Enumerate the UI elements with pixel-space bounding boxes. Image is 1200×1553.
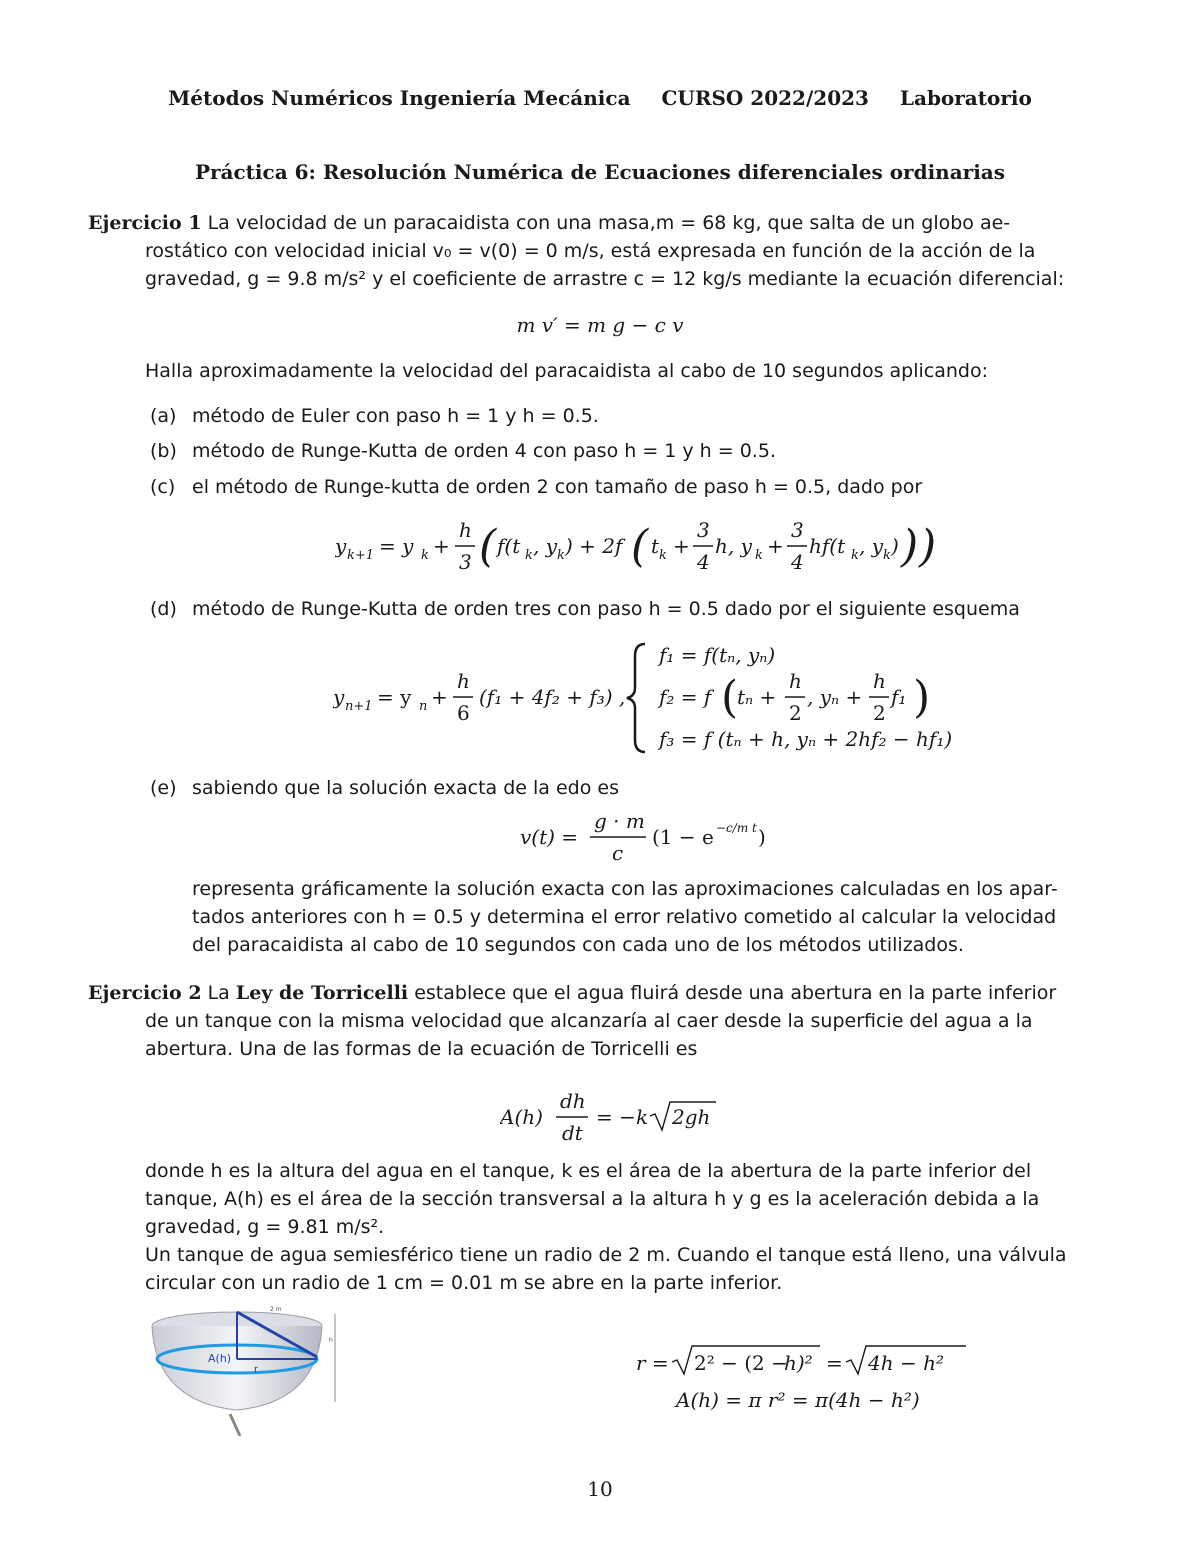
svg-text:h: h: [789, 669, 802, 693]
svg-text:3: 3: [791, 518, 804, 542]
ex2-p5: circular con un radio de 1 cm = 0.01 m se abre en la parte inferior.: [145, 1272, 783, 1294]
svg-text:2² − (2 −: 2² − (2 −: [694, 1351, 788, 1375]
svg-text:g · m: g · m: [594, 809, 645, 833]
ex2-p2: tanque, A(h) es el área de la sección transversal a la altura h y g es la aceleración debida a la: [145, 1188, 1040, 1210]
svg-text:f₃ = f (tₙ + h, yₙ + 2hf₂ − hf: f₃ = f (tₙ + h, yₙ + 2hf₂ − hf₁): [659, 727, 953, 751]
area-formula: A(h) = π r² = π(4h − h²): [676, 1388, 920, 1412]
practice-title: Práctica 6: Resolución Numérica de Ecuaciones diferenciales ordinarias: [194, 160, 1006, 184]
fig-label-r: r: [254, 1365, 258, 1375]
svg-text:): ): [913, 672, 931, 723]
fig-label-area: A(h): [208, 1352, 232, 1365]
svg-text:k: k: [525, 548, 533, 563]
rk2-formula: [335, 515, 955, 575]
svg-text:+: +: [673, 534, 690, 558]
svg-text:, y: , y: [533, 534, 558, 558]
torricelli-equation: [500, 1086, 740, 1148]
svg-text:k: k: [851, 548, 859, 563]
svg-text:, yₙ +: , yₙ +: [807, 685, 863, 709]
svg-text:y: y: [333, 685, 345, 709]
svg-text:f₁: f₁: [891, 685, 907, 709]
hemisphere-tank-figure: [142, 1302, 342, 1436]
svg-text:+: +: [767, 534, 784, 558]
svg-text:f: f: [615, 534, 623, 558]
fig-label-h: h: [329, 1337, 333, 1344]
hemisphere-tank-svg: [142, 1302, 342, 1436]
svg-text:3: 3: [459, 550, 472, 574]
svg-text:f₁ = f(tₙ, yₙ): f₁ = f(tₙ, yₙ): [659, 643, 776, 667]
svg-text:dt: dt: [562, 1121, 583, 1145]
ex1-item-e: (e) sabiendo que la solución exacta de la edo es: [150, 777, 619, 799]
ex2-line2: de un tanque con la misma velocidad que alcanzaría al caer desde la superficie del agua a la: [145, 1010, 1033, 1032]
torricelli-law: Ley de Torricelli: [235, 982, 409, 1004]
ex1-item-c: (c) el método de Runge-kutta de orden 2 con tamaño de paso h = 0.5, dado por: [150, 476, 923, 498]
svg-text:t: t: [651, 534, 660, 558]
svg-text:A(h): A(h): [500, 1105, 543, 1129]
svg-text:) + 2: ) + 2: [565, 534, 615, 558]
svg-text:c: c: [612, 841, 624, 865]
svg-text:+: +: [431, 685, 448, 709]
svg-text:2gh: 2gh: [672, 1105, 711, 1129]
svg-text:k: k: [636, 1105, 649, 1129]
svg-text:hf(t: hf(t: [809, 534, 846, 558]
svg-text:): ): [891, 534, 899, 558]
page-number: 10: [587, 1477, 613, 1501]
ex2-line1: Ejercicio 2 La Ley de Torricelli establece que el agua fluirá desde una abertura en la parte inferior: [88, 982, 1057, 1004]
svg-text:2: 2: [873, 701, 886, 725]
rk3-scheme: [333, 636, 993, 756]
svg-text:tₙ +: tₙ +: [737, 685, 777, 709]
svg-text:): ): [758, 825, 766, 849]
svg-text:= −: = −: [596, 1105, 636, 1129]
svg-text:= y: = y: [377, 685, 412, 709]
course-year: CURSO 2022/2023: [661, 86, 869, 110]
svg-text:4: 4: [791, 550, 804, 574]
svg-text:): ): [919, 521, 937, 572]
svg-text:(f₁ + 4f₂ + f₃) ,: (f₁ + 4f₂ + f₃) ,: [479, 685, 626, 709]
svg-text:f(t: f(t: [497, 534, 521, 558]
svg-text:2: 2: [789, 701, 802, 725]
svg-text:+: +: [433, 534, 450, 558]
ex1-e-line1: representa gráficamente la solución exacta con las aproximaciones calculadas en los apar-: [192, 878, 1058, 900]
svg-text:dh: dh: [560, 1089, 586, 1113]
ex1-line1: [88, 210, 1118, 236]
ex1-label: Ejercicio 1: [88, 212, 202, 234]
rk2-formula-svg: [335, 515, 955, 577]
ex1-line3: gravedad, g = 9.8 m/s² y el coeficiente de arrastre c = 12 kg/s mediante la ecuación diferencial:: [145, 268, 1065, 290]
svg-text:(: (: [479, 521, 497, 572]
ex1-item-d: (d) método de Runge-Kutta de orden tres con paso h = 0.5 dado por el siguiente esquema: [150, 598, 1020, 620]
svg-text:= y: = y: [379, 534, 414, 558]
svg-text:k: k: [421, 548, 429, 563]
svg-text:, y: , y: [859, 534, 884, 558]
ex2-line3: abertura. Una de las formas de la ecuación de Torricelli es: [145, 1038, 698, 1060]
svg-text:h)²: h)²: [784, 1351, 813, 1375]
ex2-p1: donde h es la altura del agua en el tanque, k es el área de la abertura de la parte inferior del: [145, 1160, 1032, 1182]
ex1-item-a: (a) método de Euler con paso h = 1 y h = 0.5.: [150, 405, 599, 427]
r-formula: [636, 1340, 976, 1380]
svg-text:3: 3: [697, 518, 710, 542]
svg-text:k: k: [755, 548, 763, 563]
ex1-intro: Halla aproximadamente la velocidad del paracaidista al cabo de 10 segundos aplicando:: [145, 360, 989, 382]
r-formula-svg: [636, 1340, 976, 1380]
svg-text:k: k: [659, 548, 667, 563]
svg-text:k: k: [557, 548, 565, 563]
svg-text:v(t) =: v(t) =: [520, 825, 579, 849]
ex2-label: Ejercicio 2: [88, 982, 202, 1004]
fig-label-radius: 2 m: [270, 1306, 282, 1313]
ex1-item-b: (b) método de Runge-Kutta de orden 4 con paso h = 1 y h = 0.5.: [150, 440, 776, 462]
svg-text:k: k: [883, 548, 891, 563]
svg-text:(: (: [721, 672, 739, 723]
ex2-p4: Un tanque de agua semiesférico tiene un radio de 2 m. Cuando el tanque está lleno, una válvula: [145, 1244, 1067, 1266]
svg-text:6: 6: [457, 701, 470, 725]
ex1-e-line3: del paracaidista al cabo de 10 segundos con cada uno de los métodos utilizados.: [192, 934, 964, 956]
svg-text:r =: r =: [636, 1351, 669, 1375]
ex1-equation: m v′ = m g − c v: [516, 313, 684, 337]
svg-text:n: n: [419, 699, 428, 714]
svg-text:4: 4: [697, 550, 710, 574]
svg-text:h: h: [459, 518, 472, 542]
ex1-line2: rostático con velocidad inicial v₀ = v(0) = 0 m/s, está expresada en función de la acción de la: [145, 240, 1036, 262]
svg-text:h, y: h, y: [715, 534, 752, 558]
course-name: Métodos Numéricos Ingeniería Mecánica: [168, 86, 631, 110]
svg-text:h: h: [457, 669, 470, 693]
svg-text:h: h: [873, 669, 886, 693]
svg-text:f₂ = f: f₂ = f: [659, 685, 712, 709]
course-type: Laboratorio: [899, 86, 1032, 110]
svg-text:y: y: [335, 534, 347, 558]
svg-text:4h − h²: 4h − h²: [868, 1351, 944, 1375]
ex2-p3: gravedad, g = 9.81 m/s².: [145, 1216, 385, 1238]
svg-text:=: =: [826, 1351, 843, 1375]
svg-text:(: (: [631, 521, 649, 572]
torricelli-equation-svg: [500, 1086, 740, 1148]
ex1-text-1: La velocidad de un paracaidista con una masa,m = 68 kg, que salta de un globo ae-: [207, 212, 1011, 234]
exact-solution: [520, 806, 800, 868]
svg-text:k+1: k+1: [347, 548, 375, 563]
page-header: [0, 86, 1200, 110]
svg-text:−c/m t: −c/m t: [716, 821, 757, 835]
svg-text:): ): [901, 521, 919, 572]
exact-solution-svg: [520, 806, 800, 868]
svg-text:n+1: n+1: [345, 699, 373, 714]
ex1-e-line2: tados anteriores con h = 0.5 y determina el error relativo cometido al calcular la velocidad: [192, 906, 1057, 928]
rk3-scheme-svg: [333, 636, 993, 756]
svg-text:(1 − e: (1 − e: [652, 825, 714, 849]
